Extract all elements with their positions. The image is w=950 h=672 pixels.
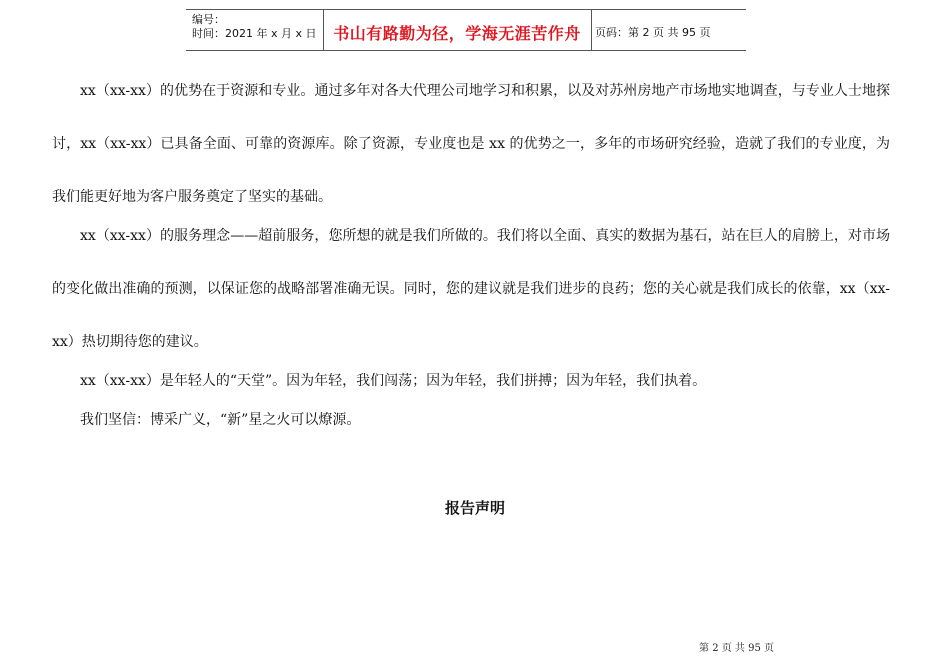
paragraph-belief: 我们坚信：博采广义，“新”星之火可以燎源。 <box>80 412 361 428</box>
header-motto-cell <box>323 10 592 50</box>
paragraph-service-philosophy: xx（xx-xx）的服务理念——超前服务，您所想的就是我们所做的。我们将以全面、真实的数据为基石，站在巨人的肩膀上，对市场的变化做出准确的预测，以保证您的战略部署准确无误。同时，您的建议就是我们进步的良药；您的关心就是我们成长的依靠，xx（xx-xx）热切期待您的建议。 <box>52 228 890 350</box>
paragraph-youth: xx（xx-xx）是年轻人的“天堂”。因为年轻，我们闯荡；因为年轻，我们拼搏；因为年轻，我们执着。 <box>80 373 707 389</box>
page-footer: 第 2 页 共 95 页 <box>699 643 774 654</box>
header-motto: 书山有路勤为径，学海无涯苦作舟 <box>333 24 581 43</box>
header-page-info: 页码：第 2 页 共 95 页 <box>595 26 711 39</box>
section-title: 报告声明 <box>444 499 505 517</box>
header-page-cell <box>591 10 746 50</box>
document-date: 时间：2021 年 x 月 x 日 <box>192 27 317 40</box>
document-body <box>52 79 890 432</box>
header-meta-cell <box>186 10 324 50</box>
page-header <box>186 9 746 51</box>
document-number-label: 编号： <box>192 13 225 26</box>
paragraph-advantages: xx（xx-xx）的优势在于资源和专业。通过多年对各大代理公司地学习和积累，以及对苏州房地产市场地实地调查，与专业人士地探讨，xx（xx-xx）已具备全面、可靠的资源库。除了资源，专业度也是 xx 的优势之一，多年的市场研究经验，造就了我们的专业度，为我们能更好地为客户服务奠定了坚实的基础。 <box>52 83 890 205</box>
